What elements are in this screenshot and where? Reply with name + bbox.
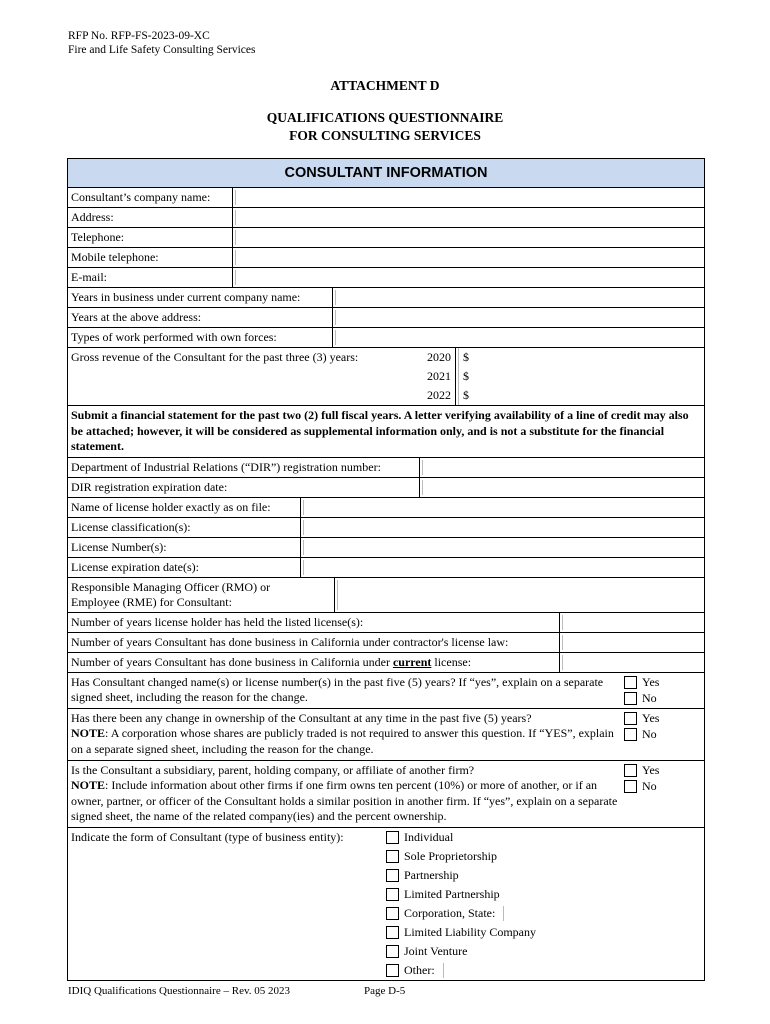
- checkbox[interactable]: [386, 888, 399, 901]
- license-class-field[interactable]: [300, 518, 704, 537]
- checkbox[interactable]: [386, 850, 399, 863]
- entity-option-label: Limited Partnership: [404, 886, 500, 901]
- license-class-label: License classification(s):: [71, 519, 191, 534]
- rmo-row: [68, 578, 704, 613]
- dir-number-label: Department of Industrial Relations (“DIR”) registration number:: [71, 459, 381, 474]
- questionnaire-title: QUALIFICATIONS QUESTIONNAIRE: [266, 110, 504, 125]
- rmo-label: [68, 578, 334, 612]
- checkbox[interactable]: [624, 676, 637, 689]
- footer-document-name: IDIQ Qualifications Questionnaire – Rev. 05 2023: [68, 985, 290, 997]
- mobile-field[interactable]: [232, 248, 704, 267]
- entity-option-label: Partnership: [404, 867, 459, 882]
- question-affiliate-text: [68, 761, 624, 827]
- company-name-label: Consultant’s company name:: [71, 190, 211, 204]
- checkbox[interactable]: [386, 831, 399, 844]
- mobile-row: [68, 248, 704, 268]
- years-held-row: [68, 613, 704, 633]
- yes-label: Yes: [642, 710, 660, 725]
- other-field[interactable]: [443, 963, 444, 978]
- address-row: [68, 208, 704, 228]
- revenue-year: 2021: [418, 367, 456, 386]
- entity-option[interactable]: [386, 961, 704, 980]
- no-option[interactable]: [624, 727, 704, 743]
- entity-type-section: [68, 828, 704, 980]
- revenue-year: 2022: [418, 386, 456, 405]
- dir-expiration-label: DIR registration expiration date:: [71, 479, 228, 494]
- rmo-field[interactable]: [334, 578, 704, 612]
- no-label: No: [642, 778, 657, 793]
- question-affiliate-main: Is the Consultant a subsidiary, parent, holding company, or affiliate of another firm?: [71, 762, 475, 777]
- license-class-row: [68, 518, 704, 538]
- question-ownership-text: [68, 709, 624, 760]
- license-number-row: [68, 538, 704, 558]
- years-business-label: Years in business under current company name:: [71, 290, 301, 304]
- license-holder-row: [68, 498, 704, 518]
- license-holder-field[interactable]: [300, 498, 704, 517]
- mobile-label: Mobile telephone:: [71, 250, 159, 264]
- question-name-change-options: [624, 673, 704, 708]
- years-address-field[interactable]: [332, 308, 704, 327]
- years-ca-contractor-field[interactable]: [559, 633, 704, 652]
- no-label: No: [642, 726, 657, 741]
- entity-option-label: Sole Proprietorship: [404, 848, 497, 863]
- dir-expiration-row: [68, 478, 704, 498]
- entity-type-label: Indicate the form of Consultant (type of business entity):: [71, 829, 344, 844]
- rfp-number: RFP No. RFP-FS-2023-09-XC: [68, 30, 210, 42]
- state-field[interactable]: [503, 906, 504, 921]
- types-work-label: Types of work performed with own forces:: [71, 330, 277, 344]
- entity-option-label: Other:: [404, 962, 435, 977]
- revenue-currency: $: [458, 348, 469, 367]
- years-ca-current-label: [68, 653, 559, 672]
- checkbox[interactable]: [624, 780, 637, 793]
- project-name: Fire and Life Safety Consulting Services: [68, 44, 256, 56]
- license-number-label: License Number(s):: [71, 539, 167, 554]
- years-address-row: [68, 308, 704, 328]
- entity-option[interactable]: [386, 904, 704, 923]
- company-name-field[interactable]: [232, 188, 704, 207]
- entity-option[interactable]: [386, 828, 704, 847]
- yes-label: Yes: [642, 674, 660, 689]
- question-affiliate: [68, 761, 704, 828]
- years-held-label: Number of years license holder has held the listed license(s):: [71, 614, 364, 629]
- revenue-year-row[interactable]: [418, 367, 704, 386]
- address-label: Address:: [71, 210, 114, 224]
- entity-option[interactable]: [386, 847, 704, 866]
- checkbox[interactable]: [624, 712, 637, 725]
- gross-revenue-label: Gross revenue of the Consultant for the past three (3) years:: [71, 350, 359, 364]
- years-ca-contractor-label: Number of years Consultant has done business in California under contractor's license law:: [71, 634, 509, 649]
- license-expiration-field[interactable]: [300, 558, 704, 577]
- attachment-title: ATTACHMENT D: [330, 78, 440, 93]
- yes-option[interactable]: [624, 711, 704, 727]
- note-label: NOTE: [71, 778, 106, 792]
- entity-option[interactable]: [386, 866, 704, 885]
- telephone-row: [68, 228, 704, 248]
- rmo-label-line1: Responsible Managing Officer (RMO) or: [71, 579, 271, 594]
- yes-option[interactable]: [624, 763, 704, 779]
- telephone-field[interactable]: [232, 228, 704, 247]
- entity-option[interactable]: [386, 942, 704, 961]
- revenue-year: 2020: [418, 348, 456, 367]
- license-holder-label: Name of license holder exactly as on file:: [71, 499, 271, 514]
- entity-option-label: Individual: [404, 829, 454, 844]
- checkbox[interactable]: [386, 945, 399, 958]
- dir-expiration-field[interactable]: [419, 478, 704, 497]
- current-emphasis: current: [392, 654, 432, 669]
- consultant-information-form: [67, 158, 705, 981]
- checkbox[interactable]: [624, 728, 637, 741]
- question-ownership-main: Has there been any change in ownership of the Consultant at any time in the past five (5) years?: [71, 710, 532, 725]
- license-expiration-row: [68, 558, 704, 578]
- entity-option[interactable]: [386, 923, 704, 942]
- revenue-years: [418, 348, 704, 405]
- years-ca-contractor-row: [68, 633, 704, 653]
- checkbox[interactable]: [624, 692, 637, 705]
- revenue-currency: $: [458, 386, 469, 405]
- checkbox[interactable]: [386, 964, 399, 977]
- telephone-label: Telephone:: [71, 230, 125, 244]
- note-label: NOTE: [71, 726, 106, 740]
- entity-option[interactable]: [386, 885, 704, 904]
- license-expiration-label: License expiration date(s):: [71, 559, 199, 574]
- question-ownership-note: : A corporation whose shares are publicly traded is not required to answer this question. If “YES”, explain on a separate signed sheet, including the reason for the change.: [71, 726, 614, 756]
- company-name-row: [68, 188, 704, 208]
- footer-page-number: Page D-5: [364, 985, 406, 997]
- years-ca-current-row: [68, 653, 704, 673]
- entity-option-label: Limited Liability Company: [404, 924, 536, 939]
- years-business-field[interactable]: [332, 288, 704, 307]
- years-ca-current-suffix: license:: [431, 654, 472, 669]
- yes-option[interactable]: [624, 675, 704, 691]
- revenue-year-row[interactable]: [418, 348, 704, 367]
- years-business-row: [68, 288, 704, 308]
- revenue-year-row[interactable]: [418, 386, 704, 405]
- question-name-change-text: Has Consultant changed name(s) or license number(s) in the past five (5) years? If “yes”, explain on a separate signed sheet, including the reason for the change.: [71, 674, 604, 704]
- years-held-field[interactable]: [559, 613, 704, 632]
- question-name-change: [68, 673, 704, 709]
- checkbox[interactable]: [386, 926, 399, 939]
- years-ca-current-field[interactable]: [559, 653, 704, 672]
- question-affiliate-options: [624, 761, 704, 827]
- question-ownership-options: [624, 709, 704, 760]
- dir-number-field[interactable]: [419, 458, 704, 477]
- entity-type-options: [386, 828, 704, 980]
- question-affiliate-note: : Include information about other firms if one firm owns ten percent (10%) or more of another, or if an owner, partner, or officer of the Consultant holds a similar position in another firm. If “yes”, explain on a separate signed sheet, the name of the related company(ies) and the percent ownership.: [71, 778, 618, 823]
- gross-revenue-row: [68, 348, 704, 406]
- financial-statement-notice: Submit a financial statement for the past two (2) full fiscal years. A letter verifying availability of a line of credit may also be attached; however, it will be considered as supplemental information only, and is not a substitute for the financial statement.: [68, 406, 704, 458]
- checkbox[interactable]: [624, 764, 637, 777]
- checkbox[interactable]: [386, 907, 399, 920]
- no-label: No: [642, 690, 657, 705]
- yes-label: Yes: [642, 762, 660, 777]
- license-number-field[interactable]: [300, 538, 704, 557]
- section-heading: CONSULTANT INFORMATION: [68, 159, 704, 188]
- revenue-currency: $: [458, 367, 469, 386]
- years-address-label: Years at the above address:: [71, 310, 202, 324]
- checkbox[interactable]: [386, 869, 399, 882]
- email-label: E-mail:: [71, 270, 107, 284]
- entity-option-label: Corporation, State:: [404, 905, 496, 920]
- years-ca-current-text: Number of years Consultant has done business in California under: [71, 654, 393, 669]
- email-field[interactable]: [232, 268, 704, 287]
- types-work-field[interactable]: [332, 328, 704, 347]
- email-row: [68, 268, 704, 288]
- dir-number-row: [68, 458, 704, 478]
- types-work-row: [68, 328, 704, 348]
- no-option[interactable]: [624, 779, 704, 795]
- address-field[interactable]: [232, 208, 704, 227]
- rmo-label-line2: Employee (RME) for Consultant:: [71, 594, 232, 609]
- questionnaire-subtitle: FOR CONSULTING SERVICES: [289, 128, 481, 143]
- question-ownership-change: [68, 709, 704, 761]
- entity-option-label: Joint Venture: [404, 943, 468, 958]
- no-option[interactable]: [624, 691, 704, 707]
